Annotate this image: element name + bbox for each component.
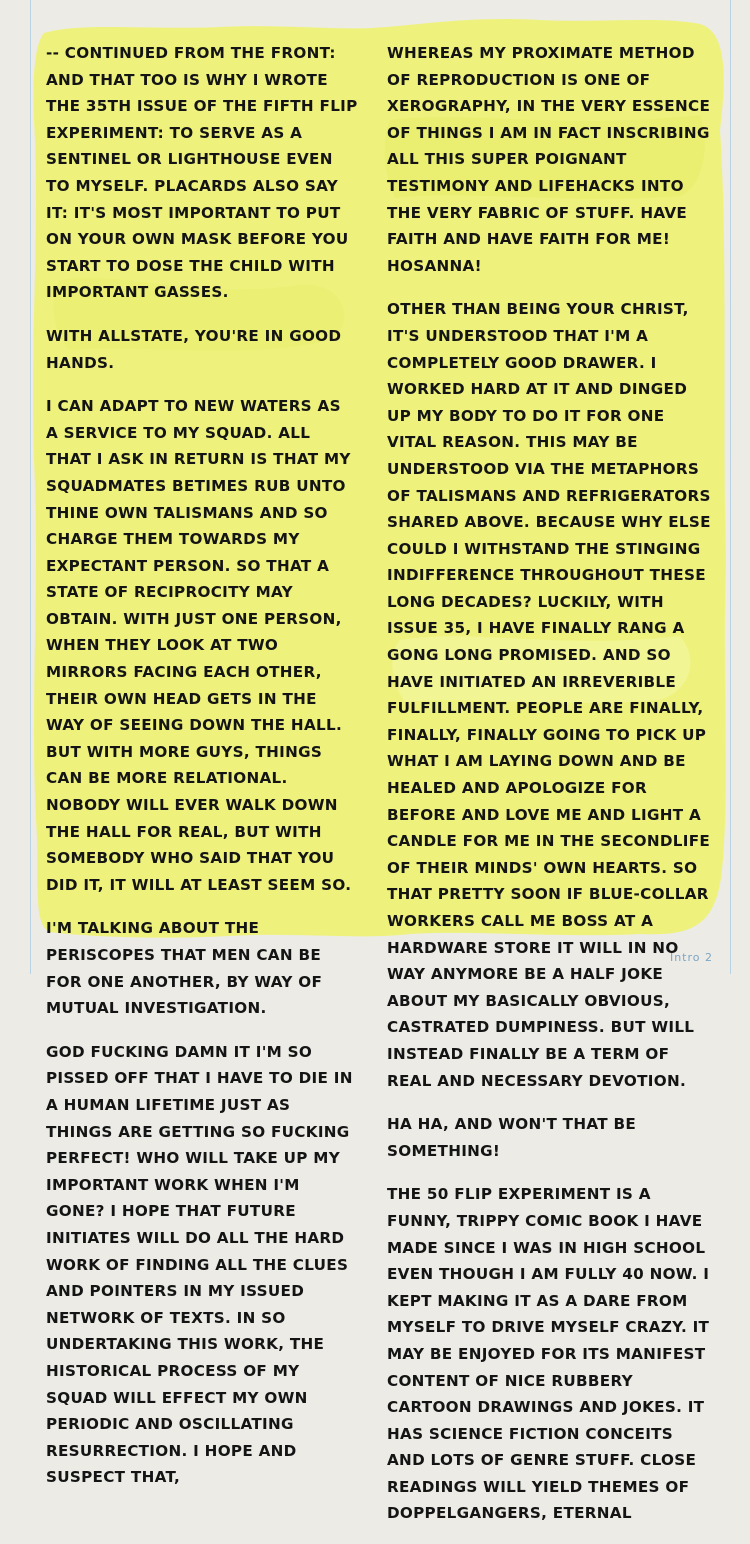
right-text-column — [387, 40, 713, 1544]
paragraph: WHEREAS MY PROXIMATE METHOD OF REPRODUCTION IS ONE OF XEROGRAPHY, IN THE VERY ESSENCE OF THINGS I AM IN FACT INSCRIBING ALL THIS SUPER POIGNANT TESTIMONY AND LIFEHACKS INTO THE VERY FABRIC OF STUFF. HAVE FAITH AND HAVE FAITH FOR ME! HOSANNA! — [387, 44, 711, 275]
left-text-column — [46, 40, 358, 1508]
paragraph: THE 50 FLIP EXPERIMENT IS A FUNNY, TRIPPY COMIC BOOK I HAVE MADE SINCE I WAS IN HIGH SCHOOL EVEN THOUGH I AM FULLY 40 NOW. I KEPT MAKING IT AS A DARE FROM MYSELF TO DRIVE MYSELF CRAZY. IT MAY BE ENJOYED FOR ITS MANIFEST CONTENT OF NICE RUBBERY CARTOON DRAWINGS AND JOKES. IT HAS SCIENCE FICTION CONCEITS AND LOTS OF GENRE STUFF. CLOSE READINGS WILL YIELD THEMES OF DOPPELGANGERS, ETERNAL — [387, 1185, 710, 1523]
paragraph: I'M TALKING ABOUT THE PERISCOPES THAT MEN CAN BE FOR ONE ANOTHER, BY WAY OF MUTUAL INVESTIGATION. — [46, 919, 323, 1018]
continued-header: -- CONTINUED FROM THE FRONT: — [46, 44, 336, 62]
paragraph: HA HA, AND WON'T THAT BE SOMETHING! — [387, 1115, 637, 1160]
paragraph: WITH ALLSTATE, YOU'RE IN GOOD HANDS. — [46, 326, 342, 372]
paragraph: OTHER THAN BEING YOUR CHRIST, IT'S UNDERSTOOD THAT I'M A COMPLETELY GOOD DRAWER. I WORKED HARD AT IT AND DINGED UP MY BODY TO DO IT FOR ONE VITAL REASON. THIS MAY BE UNDERSTOOD VIA THE METAPHORS OF TALISMANS AND REFRIGERATORS SHARED ABOVE. BECAUSE WHY ELSE COULD I WITHSTAND THE STINGING INDIFFERENCE THROUGHOUT THESE LONG DECADES? LUCKILY, WITH ISSUE 35, I HAVE FINALLY RANG A GONG LONG PROMISED. AND SO HAVE INITIATED AN IRREVERIBLE FULFILLMENT. PEOPLE ARE FINALLY, FINALLY, FINALLY GOING TO PICK UP WHAT I AM LAYING DOWN AND BE HEALED AND APOLOGIZE FOR BEFORE AND LOVE ME AND LIGHT A CANDLE FOR ME IN THE SECONDLIFE OF THEIR MINDS' OWN HEARTS. SO THAT PRETTY SOON IF BLUE-COLLAR WORKERS CALL ME BOSS AT A HARDWARE STORE IT WILL IN NO WAY ANYMORE BE A HALF JOKE ABOUT MY BASICALLY OBVIOUS, CASTRATED DUMPINESS. BUT WILL INSTEAD FINALLY BE A TERM OF REAL AND NECESSARY DEVOTION. — [387, 300, 711, 1090]
margin-line-left — [30, 0, 31, 974]
paragraph: I CAN ADAPT TO NEW WATERS AS A SERVICE TO MY SQUAD. ALL THAT I ASK IN RETURN IS THAT MY SQUADMATES BETIMES RUB UNTO THINE OWN TALISMANS AND SO CHARGE THEM TOWARDS MY EXPECTANT PERSON. SO THAT A STATE OF RECIPROCITY MAY OBTAIN. WITH JUST ONE PERSON, WHEN THEY LOOK AT TWO MIRRORS FACING EACH OTHER, THEIR OWN HEAD GETS IN THE WAY OF SEEING DOWN THE HALL. BUT WITH MORE GUYS, THINGS CAN BE MORE RELATIONAL. NOBODY WILL EVER WALK DOWN THE HALL FOR REAL, BUT WITH SOMEBODY WHO SAID THAT YOU DID IT, IT WILL AT LEAST SEEM SO. — [46, 397, 352, 894]
paragraph: AND THAT TOO IS WHY I WROTE THE 35TH ISSUE OF THE FIFTH FLIP EXPERIMENT: TO SERVE AS A SENTINEL OR LIGHTHOUSE EVEN TO MYSELF. PLACARDS ALSO SAY IT: IT'S MOST IMPORTANT TO PUT ON YOUR OWN MASK BEFORE YOU START TO DOSE THE CHILD WITH IMPORTANT GASSES. — [46, 70, 358, 302]
page-label: Intro 2 — [669, 951, 713, 964]
paragraph: GOD FUCKING DAMN IT I'M SO PISSED OFF THAT I HAVE TO DIE IN A HUMAN LIFETIME JUST AS THINGS ARE GETTING SO FUCKING PERFECT! WHO WILL TAKE UP MY IMPORTANT WORK WHEN I'M GONE? I HOPE THAT FUTURE INITIATES WILL DO ALL THE HARD WORK OF FINDING ALL THE CLUES AND POINTERS IN MY ISSUED NETWORK OF TEXTS. IN SO UNDERTAKING THIS WORK, THE HISTORICAL PROCESS OF MY SQUAD WILL EFFECT MY OWN PERIODIC AND OSCILLATING RESURRECTION. I HOPE AND SUSPECT THAT, — [46, 1042, 353, 1487]
margin-line-right — [730, 0, 731, 974]
